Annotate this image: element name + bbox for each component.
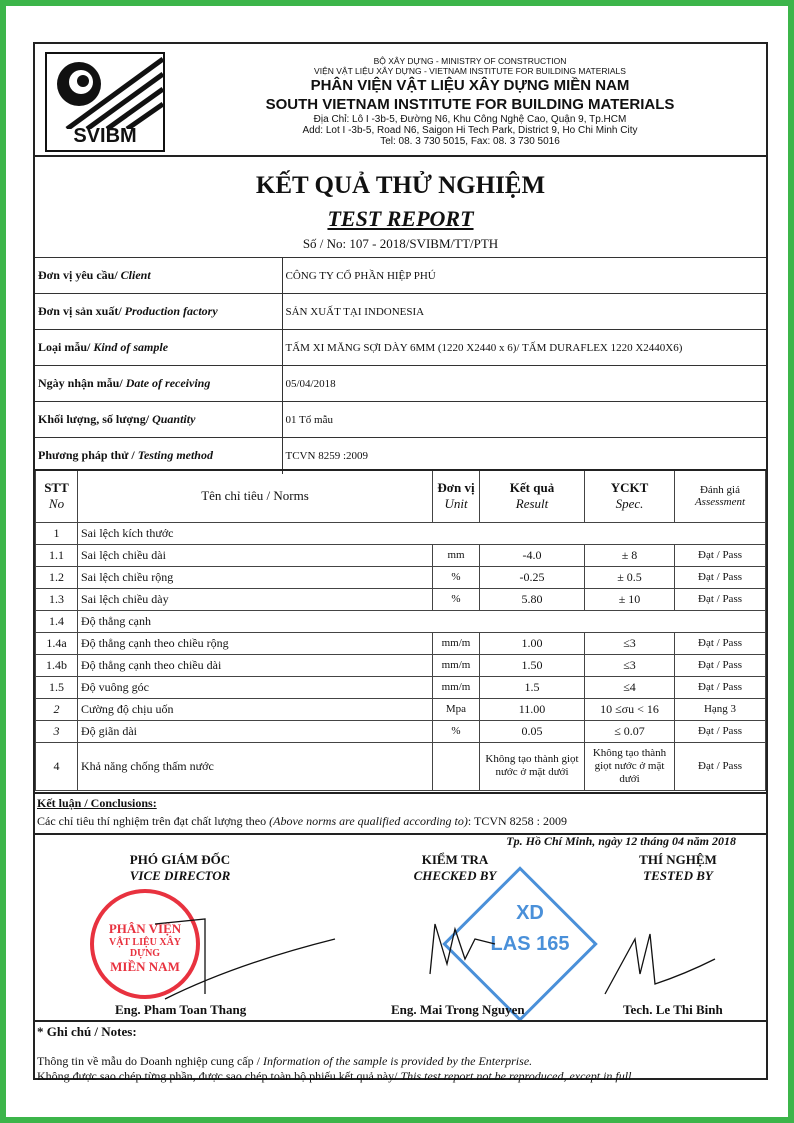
note-1-en: Information of the sample is provided by the Enterprise. xyxy=(262,1054,533,1068)
header-norms: Tên chỉ tiêu / Norms xyxy=(78,470,433,522)
header-unit-en: Unit xyxy=(444,496,468,512)
stamp-las: LAS 165 xyxy=(490,933,570,955)
info-value: TCVN 8259 :2009 xyxy=(282,438,766,474)
info-row xyxy=(35,330,766,366)
row-spec: ≤3 xyxy=(585,654,675,676)
note-2-vi: Không được sao chép từng phần, được sao chép toàn bộ phiếu kết quả này/ xyxy=(37,1069,401,1083)
row-spec: Không tạo thành giọt nước ở mặt dưới xyxy=(585,742,675,790)
row-result: 1.50 xyxy=(480,654,585,676)
row-no: 1.2 xyxy=(36,566,78,588)
stamp-xd: XD xyxy=(516,902,544,924)
info-row xyxy=(35,258,766,294)
note-1-vi: Thông tin về mẫu do Doanh nghiệp cung cấp / xyxy=(37,1054,263,1068)
row-norm: Sai lệch chiều rộng xyxy=(78,566,433,588)
info-label: Phương pháp thử / Testing method xyxy=(35,438,282,474)
row-unit: mm/m xyxy=(433,676,480,698)
row-unit xyxy=(433,742,480,790)
institute-name-en: SOUTH VIETNAM INSTITUTE FOR BUILDING MATERIALS xyxy=(265,96,675,113)
table-row xyxy=(36,720,766,742)
conclusion-heading: Kết luận / Conclusions: xyxy=(37,796,157,810)
row-assessment: Đạt / Pass xyxy=(675,588,766,610)
date-line: Tp. Hồ Chí Minh, ngày 12 tháng 04 năm 2018 xyxy=(506,834,736,848)
role-en: TESTED BY xyxy=(643,868,713,883)
table-row xyxy=(36,522,766,544)
info-row xyxy=(35,294,766,330)
checker-name: Eng. Mai Trong Nguyen xyxy=(391,1002,525,1017)
stamp-line: VẬT LIỆU XÂY DỰNG xyxy=(108,937,182,959)
row-assessment: Đạt / Pass xyxy=(675,720,766,742)
row-norm: Độ vuông góc xyxy=(78,676,433,698)
signature-tested-by xyxy=(618,852,738,884)
handwritten-signatures xyxy=(35,904,766,1014)
row-norm: Độ thẳng cạnh xyxy=(78,610,766,632)
phone-fax: Tel: 08. 3 730 5015, Fax: 08. 3 730 5016 xyxy=(380,136,560,147)
header-result-en: Result xyxy=(515,496,549,512)
row-norm: Khả năng chống thấm nước xyxy=(78,742,433,790)
conclusion-text-en: (Above norms are qualified according to) xyxy=(269,814,468,828)
table-row xyxy=(36,742,766,790)
tester-name: Tech. Le Thi Binh xyxy=(623,1002,723,1017)
role-en: VICE DIRECTOR xyxy=(129,868,231,883)
info-label: Ngày nhận mẫu/ Date of receiving xyxy=(35,366,282,402)
row-norm: Cường độ chịu uốn xyxy=(78,698,433,720)
row-spec: 10 ≤σu < 16 xyxy=(585,698,675,720)
info-value: SẢN XUẤT TẠI INDONESIA xyxy=(282,294,766,330)
table-row xyxy=(36,698,766,720)
conclusion-standard: : TCVN 8258 : 2009 xyxy=(467,814,567,828)
document-number: Số / No: 107 - 2018/SVIBM/TT/PTH xyxy=(302,236,499,251)
row-result: 5.80 xyxy=(480,588,585,610)
row-result: -0.25 xyxy=(480,566,585,588)
row-no: 1.3 xyxy=(36,588,78,610)
row-norm: Sai lệch kích thước xyxy=(78,522,766,544)
role-vi: THÍ NGHỆM xyxy=(639,852,717,867)
row-spec: ± 0.5 xyxy=(585,566,675,588)
row-result: 1.00 xyxy=(480,632,585,654)
info-value: CÔNG TY CỔ PHẦN HIỆP PHÚ xyxy=(282,258,766,294)
header-unit-vi: Đơn vị xyxy=(437,480,475,496)
row-unit: % xyxy=(433,720,480,742)
row-result: -4.0 xyxy=(480,544,585,566)
row-assessment: Đạt / Pass xyxy=(675,544,766,566)
info-value: 01 Tổ mẫu xyxy=(282,402,766,438)
header-spec-en: Spec. xyxy=(615,496,644,512)
row-assessment: Đạt / Pass xyxy=(675,676,766,698)
signature-checked-by xyxy=(395,852,515,884)
row-assessment: Đạt / Pass xyxy=(675,566,766,588)
letterhead xyxy=(35,44,766,157)
info-value: TẤM XI MĂNG SỢI DÀY 6MM (1220 X2440 x 6)/ TẤM DURAFLEX 1220 X2440X6) xyxy=(282,330,766,366)
logo-emblem-icon xyxy=(47,54,163,129)
conclusion-text-vi: Các chỉ tiêu thí nghiệm trên đạt chất lượng theo xyxy=(37,814,270,828)
row-assessment: Đạt / Pass xyxy=(675,632,766,654)
info-row xyxy=(35,402,766,438)
institute-line: VIỆN VẬT LIỆU XÂY DỰNG - VIETNAM INSTITUTE FOR BUILDING MATERIALS xyxy=(314,66,626,76)
table-row xyxy=(36,588,766,610)
row-norm: Độ giãn dài xyxy=(78,720,433,742)
notes-heading: * Ghi chú / Notes: xyxy=(37,1024,137,1039)
table-row xyxy=(36,544,766,566)
address-en: Add: Lot I -3b-5, Road N6, Saigon Hi Tech Park, District 9, Ho Chi Minh City xyxy=(302,125,638,136)
svibm-logo xyxy=(45,52,165,152)
row-result: 11.00 xyxy=(480,698,585,720)
results-table xyxy=(35,469,766,791)
header-assess-en: Assessment xyxy=(694,496,746,509)
stamp-line: MIỀN NAM xyxy=(110,959,180,974)
row-unit: % xyxy=(433,566,480,588)
role-vi: PHÓ GIÁM ĐỐC xyxy=(129,852,231,867)
table-row xyxy=(36,676,766,698)
header-assess-vi: Đánh giá xyxy=(699,484,740,497)
table-row xyxy=(36,610,766,632)
row-unit: mm xyxy=(433,544,480,566)
stamp-line: PHÂN VIỆN xyxy=(108,921,182,936)
row-assessment: Đạt / Pass xyxy=(675,654,766,676)
info-value: 05/04/2018 xyxy=(282,366,766,402)
row-spec: ± 10 xyxy=(585,588,675,610)
logo-text: SVIBM xyxy=(73,125,137,147)
notes-section xyxy=(35,1020,766,1086)
row-unit: % xyxy=(433,588,480,610)
row-result: 0.05 xyxy=(480,720,585,742)
row-no: 1.1 xyxy=(36,544,78,566)
row-assessment: Đạt / Pass xyxy=(675,742,766,790)
ministry-line: BỘ XÂY DỰNG - MINISTRY OF CONSTRUCTION xyxy=(373,56,567,66)
row-spec: ≤4 xyxy=(585,676,675,698)
row-spec: ≤ 0.07 xyxy=(585,720,675,742)
table-row xyxy=(36,654,766,676)
row-no: 1.5 xyxy=(36,676,78,698)
test-report-document xyxy=(33,42,768,1083)
row-norm: Sai lệch chiều dày xyxy=(78,588,433,610)
row-norm: Độ thẳng cạnh theo chiều rộng xyxy=(78,632,433,654)
info-label: Loại mẫu/ Kind of sample xyxy=(35,330,282,366)
row-norm: Sai lệch chiều dài xyxy=(78,544,433,566)
row-no: 3 xyxy=(36,720,78,742)
info-label: Đơn vị yêu cầu/ Client xyxy=(35,258,282,294)
table-header-row xyxy=(36,470,766,522)
info-row xyxy=(35,366,766,402)
role-vi: KIỂM TRA xyxy=(421,852,489,867)
row-spec: ≤3 xyxy=(585,632,675,654)
row-result: 1.5 xyxy=(480,676,585,698)
table-row xyxy=(36,566,766,588)
row-unit: mm/m xyxy=(433,654,480,676)
row-no: 1 xyxy=(36,522,78,544)
institute-name-vi: PHÂN VIỆN VẬT LIỆU XÂY DỰNG MIỀN NAM xyxy=(310,77,630,94)
row-no: 4 xyxy=(36,742,78,790)
info-label: Đơn vị sản xuất/ Production factory xyxy=(35,294,282,330)
row-unit: Mpa xyxy=(433,698,480,720)
row-assessment: Hạng 3 xyxy=(675,698,766,720)
header-stt: STT xyxy=(44,480,69,496)
header-no: No xyxy=(48,496,65,512)
vice-director-name: Eng. Pham Toan Thang xyxy=(115,1002,247,1017)
signature-vice-director xyxy=(100,852,260,884)
table-row xyxy=(36,632,766,654)
row-spec: ± 8 xyxy=(585,544,675,566)
row-no: 1.4b xyxy=(36,654,78,676)
role-en: CHECKED BY xyxy=(413,868,497,883)
row-no: 2 xyxy=(36,698,78,720)
header-result-vi: Kết quả xyxy=(509,480,555,496)
row-result: Không tạo thành giọt nước ở mặt dưới xyxy=(480,742,585,790)
title-en: TEST REPORT xyxy=(327,206,474,231)
title-vi: KẾT QUẢ THỬ NGHIỆM xyxy=(255,172,546,199)
sample-info-table xyxy=(35,257,766,474)
note-2-en: This test report not be reproduced, except in full xyxy=(400,1069,632,1083)
header-spec-vi: YCKT xyxy=(610,480,649,496)
address-vi: Địa Chỉ: Lô I -3b-5, Đường N6, Khu Công Nghệ Cao, Quận 9, Tp.HCM xyxy=(313,114,627,125)
row-no: 1.4 xyxy=(36,610,78,632)
info-label: Khối lượng, số lượng/ Quantity xyxy=(35,402,282,438)
conclusion-section xyxy=(35,792,766,835)
row-norm: Độ thẳng cạnh theo chiều dài xyxy=(78,654,433,676)
row-unit: mm/m xyxy=(433,632,480,654)
row-no: 1.4a xyxy=(36,632,78,654)
